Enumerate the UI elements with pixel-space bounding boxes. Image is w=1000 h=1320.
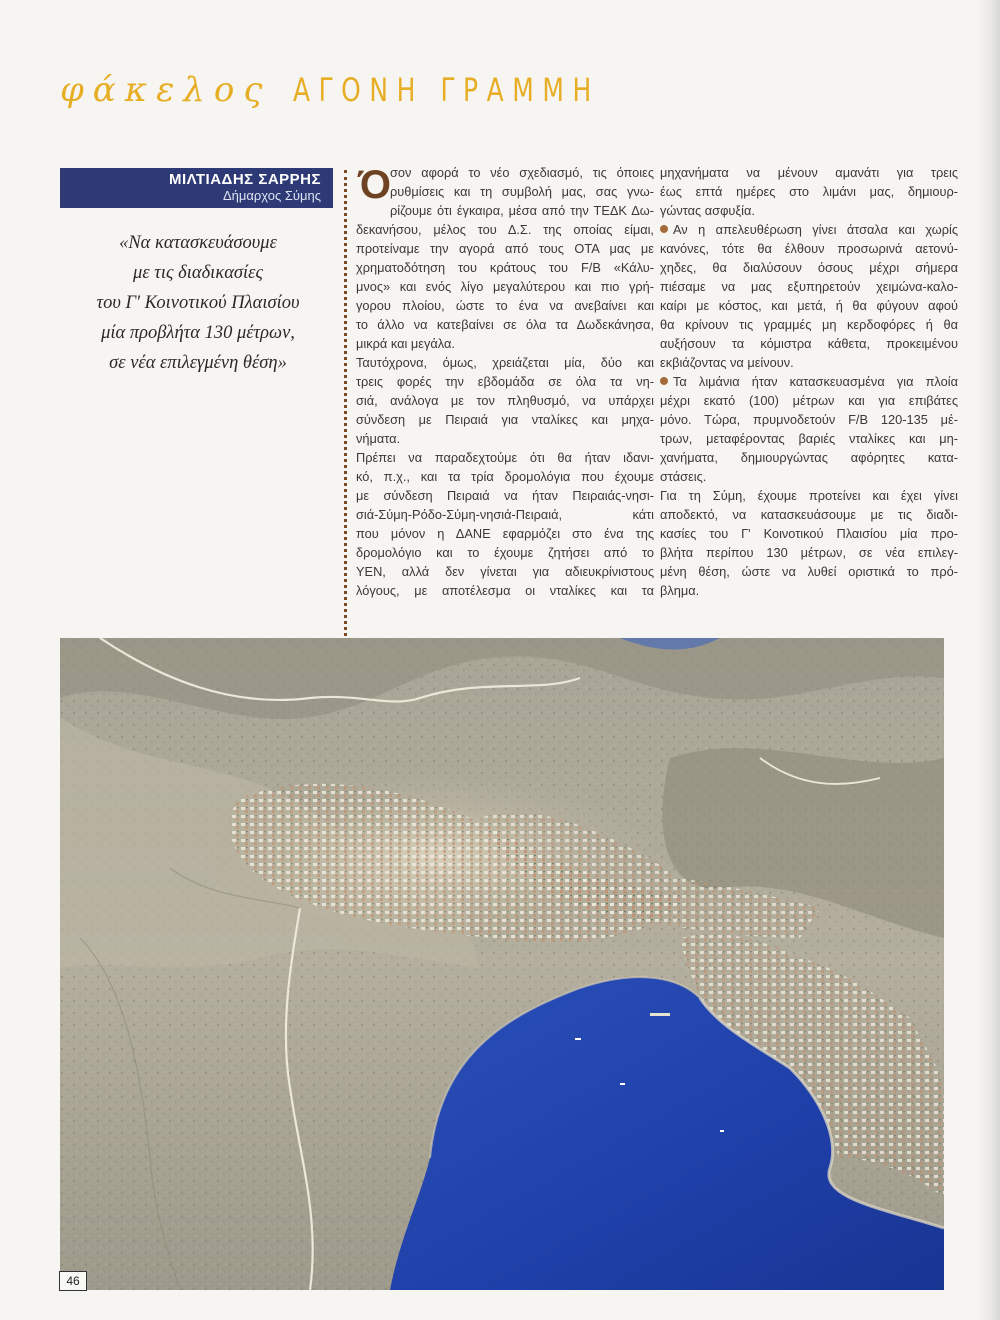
article-column-1 (356, 163, 654, 600)
pull-quote-line: «Να κατασκευάσουμε (119, 233, 277, 253)
article-line: σύνδεση με Πειραιά για νταλίκες και μηχα- (356, 412, 654, 427)
article-line: κανόνες, τότε θα έλθουν προσωρινά αετονύ- (660, 241, 958, 256)
article-line: σον αφορά το νέο σχεδιασμό, τις όποιες (390, 165, 654, 180)
pull-quote (62, 228, 334, 378)
article-line: σιά-Σύμη-Ρόδο-Σύμη-νησιά-Πειραιά, κάτι (356, 507, 654, 522)
article-line: έως επτά ημέρες στο λιμάνι μας, δημιουρ- (660, 184, 958, 199)
article-line: δεκανήσου, μέλος του Δ.Σ. της οποίας είμαι, (356, 222, 654, 237)
article-line: εκβιάζοντας να μείνουν. (660, 355, 794, 370)
article-line: Ταυτόχρονα, όμως, χρειάζεται μία, δύο και (356, 355, 654, 370)
article-line: καίρι με κόστος, και μετά, ή θα φύγουν αφού (660, 298, 958, 313)
article-line: με σύνδεση Πειραιά να ήταν Πειραιάς-νησι- (356, 488, 654, 503)
dotted-divider (344, 170, 347, 715)
article-line: βλημα. (660, 583, 700, 598)
section-title: ΑΓΟΝΗ ΓΡΑΜΜΗ (293, 71, 601, 109)
article-line: χρηματοδότηση του κράτους του F/B «Κάλυ- (356, 260, 654, 275)
pull-quote-line: μία προβλήτα 130 μέτρων, (101, 323, 295, 343)
article-line: Αν η απελευθέρωση γίνει άτσαλα και χωρίς (673, 222, 958, 237)
section-header (60, 70, 687, 120)
article-line: χανήματα, δημιουργώντας αφόρητες κατα- (660, 450, 958, 465)
bullet-icon (660, 225, 668, 233)
article-line: μόνο. Τώρα, πρυμνοδετούν F/B 120-135 μέ- (660, 412, 958, 427)
author-name: ΜΙΛΤΙΑΔΗΣ ΣΑΡΡΗΣ (168, 171, 321, 188)
author-box (60, 168, 333, 208)
article-line: γορου πλοίου, ώστε το ένα να ανεβαίνει και (356, 298, 654, 313)
author-role: Δήμαρχος Σύμης (222, 188, 321, 203)
article-line: τρεις φορές την εβδομάδα σε όλα τα νη- (356, 374, 654, 389)
article-line: σιά, ανάλογα με τον πληθυσμό, να υπάρχει (356, 393, 654, 408)
article-line: ρίζουμε ότι έγκαιρα, μέσα από την ΤΕΔΚ Δω- (390, 203, 654, 218)
article-column-2 (660, 163, 958, 600)
article-line: προτείναμε την αγορά από τους ΟΤΑ μας με (356, 241, 654, 256)
page-edge-shadow (976, 0, 1000, 1320)
article-line: το άλλο να κατεβαίνει σε όλα τα Δωδεκάνησα, (356, 317, 654, 332)
article-line: Για τη Σύμη, έχουμε προτείνει και έχει γίνει (660, 488, 958, 503)
pull-quote-line: σε νέα επιλεγμένη θέση» (109, 353, 287, 373)
article-line: νήματα. (356, 431, 401, 446)
article-line: πιέσαμε να μας εξυπηρετούν χειμώνα-καλο- (660, 279, 958, 294)
article-line: θα κρίνουν τις γραμμές μη κερδοφόρες ή θα (660, 317, 958, 332)
pull-quote-line: του Γ' Κοινοτικού Πλαισίου (96, 293, 300, 313)
page-number: 46 (59, 1271, 87, 1291)
article-line: αυξήσουν τα κόμιστρα κάθετα, προκειμένου (660, 336, 958, 351)
article-line: στάσεις. (660, 469, 707, 484)
article-line: μηχανήματα να μένουν αμανάτι για τρεις (660, 165, 958, 180)
drop-cap: Ό (358, 163, 391, 207)
article-line: δρομολόγιο και το έχουμε ζητήσει από το (356, 545, 654, 560)
article-line: που μόνον η ΔΑΝΕ εφαρμόζει στο ένα της (356, 526, 654, 541)
article-line: αποδεκτό, να κατασκευάσουμε με τις διαδι- (660, 507, 958, 522)
article-line: κό, π.χ., και τα τρία δρομολόγια που έχουμε (356, 469, 654, 484)
article-line: ρυθμίσεις και τη συμβολή μας, σας γνω- (390, 184, 654, 199)
article-line: γώντας ασφυξία. (660, 203, 755, 218)
article-line: μικρά και μεγάλα. (356, 336, 455, 351)
article-line: τρων, μεταφέροντας βαριές νταλίκες και μη- (660, 431, 958, 446)
article-line: ΥΕΝ, αλλά δεν γίνεται για αδιευκρίνιστους (356, 564, 654, 579)
section-label: φάκελος (60, 70, 272, 110)
article-line: λόγους, με αποτέλεσμα οι νταλίκες και τα (356, 583, 654, 598)
article-line: Τα λιμάνια ήταν κατασκευασμένα για πλοία (673, 374, 958, 389)
bullet-icon (660, 377, 668, 385)
aerial-photo (60, 638, 944, 1290)
article-line: βλήτα περίπου 130 μέτρων, σε νέα επιλεγ- (660, 545, 958, 560)
article-line: κασίες του Γ' Κοινοτικού Πλαισίου μία προ- (660, 526, 958, 541)
article-line: μέχρι εκατό (100) μέτρων και για επιβάτες (660, 393, 958, 408)
article-line: μένη θέση, ώστε να λυθεί οριστικά το πρό- (660, 564, 958, 579)
article-line: χηδες, θα διαλύσουν όσους μέχρι σήμερα (660, 260, 958, 275)
aerial-photo-svg (60, 638, 944, 1290)
article-line: Πρέπει να παραδεχτούμε ότι θα ήταν ιδανι- (356, 450, 654, 465)
article-line: μνος» και ενός λίγο μεγαλύτερου και πιο γρή- (356, 279, 654, 294)
pull-quote-line: με τις διαδικασίες (133, 263, 263, 283)
